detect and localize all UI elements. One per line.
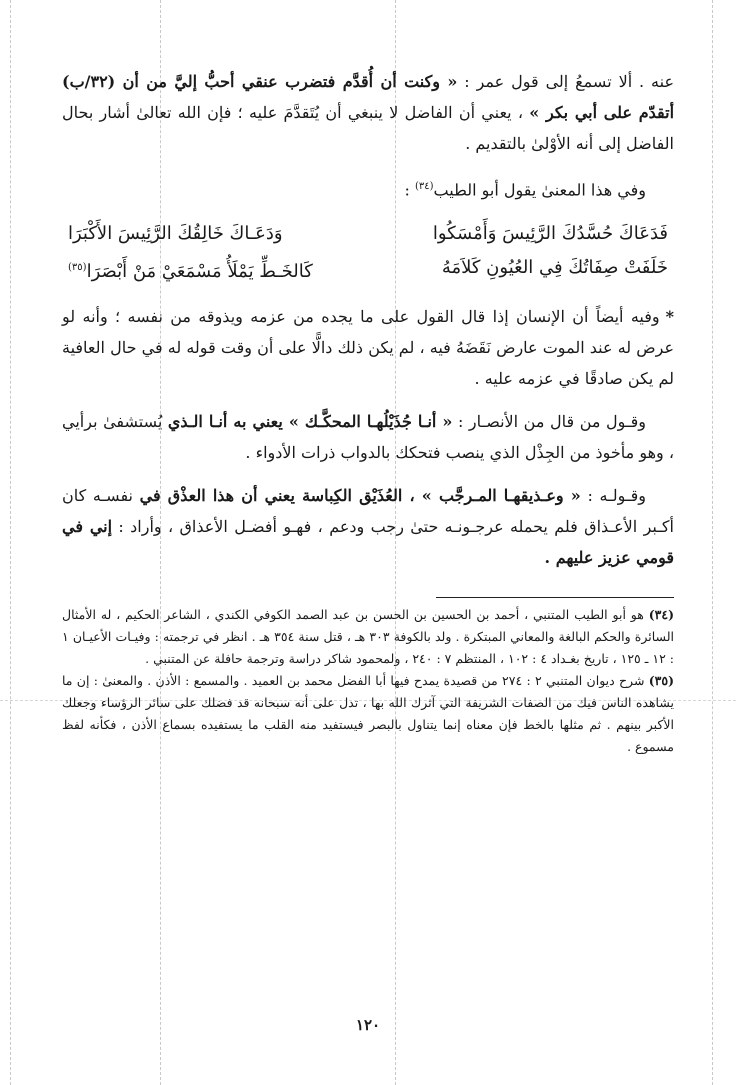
footnote-reference: (٣٥) [68,262,87,274]
page-number: ١٢٠ [355,1016,381,1034]
quoted-text: « وعـذيقهـا المـرجَّب » ، العُذَيْق الكِباسة يعني أن هذا العذْق في [139,486,581,506]
verse-hemistich-right: فَدَعَاكَ حُسَّدُكَ الرَّئِيسَ وَأَمْسَكُوا [432,223,668,245]
verse-hemistich-left: وَدَعَـاكَ خَالِقُكَ الرَّئِيسَ الأَكْبَرَا [68,223,283,245]
verse-hemistich-left: كَالخَـطِّ يَمْلَأُ مَسْمَعَيْ مَنْ أَبْصَرَا [86,261,313,283]
footnote-35 [62,670,674,758]
footnote-number: (٣٤) [648,607,674,623]
footnote-34 [62,604,674,670]
quoted-text: إني في قومي عزيز عليهم . [62,517,674,568]
paragraph-4 [62,406,674,468]
verse-line-2 [62,251,674,289]
paragraph-text: : [404,180,415,200]
paragraph-text: عنه . ألا تسمعُ إلى قول عمر : [457,72,675,91]
paragraph-3 [62,301,674,394]
footnote-number: (٣٥) [648,673,674,689]
paragraph-text: نفسـه كان أكـبر الأعـذاق فلم يحمله عرجـونـه حتىٰ رجب ودعم ، فهـو أفضـل الأعذاق ، وأراد : [62,486,674,537]
quoted-text: « وكنت أن أُقدَّم فتضرب عنقي أحبُّ إليَّ من أن (٣٢/ب) أتقدّم على أبي بكر » [62,72,675,122]
verse-line-1 [62,217,674,251]
paragraph-text: وقـولـه : [580,486,646,506]
verse-hemistich-right: خَلَفَتْ صِفَاتُكَ فِي العُيُونِ كَلاَمَهُ [441,257,668,279]
footnote-reference: (٣٤) [414,181,434,192]
paragraph-text: يُستشفىٰ برأيي ، وهو مأخوذ من الجِذْل الذي ينصب فتحكك بالدواب ذرات الأدواء . [62,412,674,463]
paragraph-5 [62,480,674,573]
paragraph-text: ، يعني أن الفاضل لا ينبغي أن يُتَقدَّمَ عليه ؛ فإن الله تعالىٰ أشار بحال الفاضل إلى أنه الأوْلىٰ بالتقديم . [62,103,674,153]
footnote-separator [436,597,674,598]
paragraph-text: وقـول من قال من الأنصـار : [452,412,646,432]
paragraph-text: وفيه أيضاً أن الإنسان إذا قال القول على ما يجده من عزمه ويذوقه من نفسه ؛ وأنه لو عرض له عند الموت عارض نَقَضَهُ فيه ، لم يكن ذلك دالًّا على أن وقت قوله له في حال العافية لم يكن صادقًا في عزمه عليه . [62,307,675,389]
page-guide-line [712,0,713,1085]
paragraph-1 [62,66,674,159]
paragraph-2 [62,171,674,205]
footnote-text: هو أبو الطيب المتنبي ، أحمد بن الحسين بن الحسن بن عبد الصمد الكوفي الكندي ، الشاعر الحكيم ، له الأمثال السائرة والحكم البالغة والمعاني المبتكرة . ولد بالكوفة ٣٠٣ هـ ، قتل سنة ٣٥٤ هـ . انظر في ترجمته : وفيـات الأعيـان ١ : ١٢ ـ ١٢٥ ، تاريخ بغـداد ٤ : ١٠٢ ، المنتظم ٧ : ٢٤٠ ، ولمحمود شاكر دراسة وترجمة حافلة عن المتنبي . [62,607,674,667]
footnote-text: شرح ديوان المتنبي ٢ : ٢٧٤ من قصيدة يمدح فيها أبا الفضل محمد بن العميد . والمسمع : الأذن . والمعنىٰ : إن ما يشاهده الناس فيك من الصفات الشريفة التي آثرك الله بها ، تدل على أنه سبحانه قد فضلك على سائر الرؤساء وجعلك الأكبر بينهم . ثم مثلها بالخط فإن معناه إنما يتناول بالبصر فيستفيد منه القلب ما يستفيده بسماع الأذن ، فكأنه لفظ مسموع . [62,673,674,755]
paragraph-text: وفي هذا المعنىٰ يقول أبو الطيب [433,180,646,200]
page-guide-line [10,0,11,1085]
quoted-text: « أنـا جُذَيْلُهـا المحكَّـك » يعني به أنـا الـذي [167,412,453,432]
document-page [62,66,674,758]
star-marker: * [665,307,674,327]
